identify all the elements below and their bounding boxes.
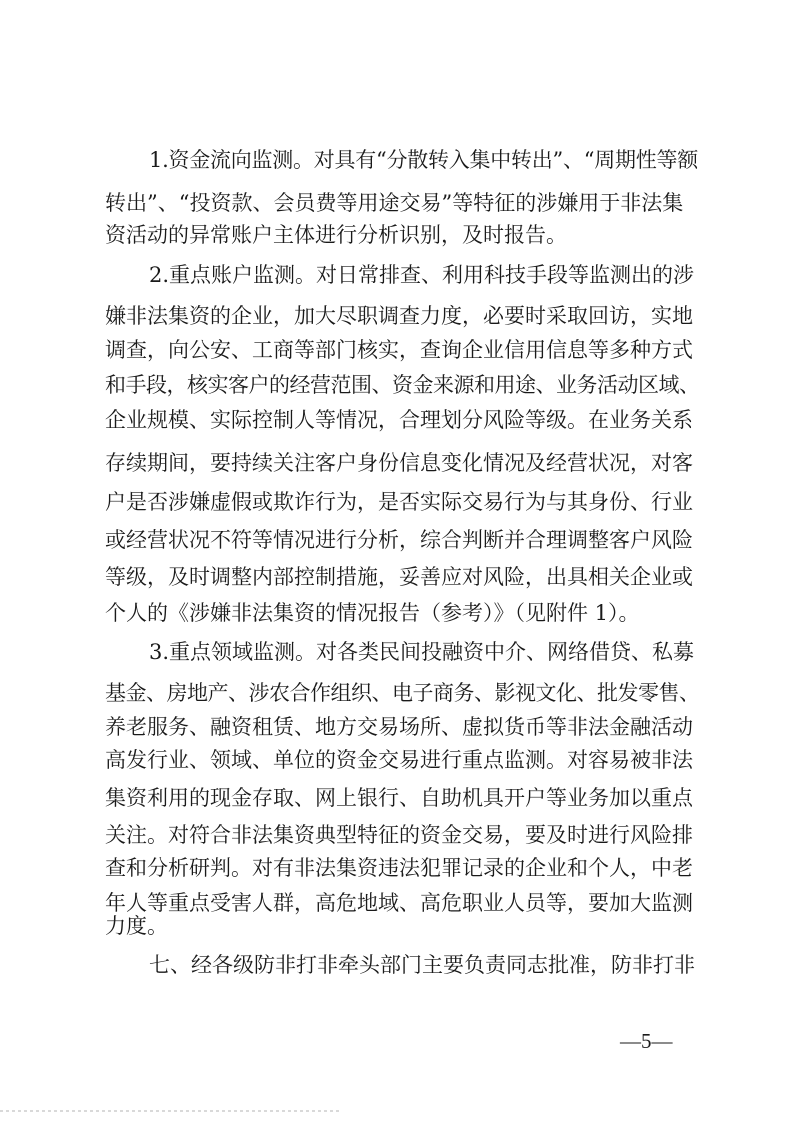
- paragraph-2-line-7: 户是否涉嫌虚假或欺诈行为，是否实际交易行为与其身份、行业: [105, 490, 693, 514]
- paragraph-3-line-9: 力度。: [105, 914, 168, 938]
- paragraph-3-line-5: 集资利用的现金存取、网上银行、自助机具开户等业务加以重点: [105, 786, 693, 810]
- paragraph-2-line-6: 存续期间，要持续关注客户身份信息变化情况及经营状况，对客: [105, 451, 693, 475]
- scan-edge-mark: [0, 1110, 340, 1112]
- paragraph-2-line-1: 2.重点账户监测。对日常排查、利用科技手段等监测出的涉: [149, 263, 695, 287]
- paragraph-2-line-10: 个人的《涉嫌非法集资的情况报告（参考）》（见附件 1）。: [105, 601, 640, 625]
- paragraph-2-line-2: 嫌非法集资的企业，加大尽职调查力度，必要时采取回访，实地: [105, 304, 693, 328]
- paragraph-3-line-7: 查和分析研判。对有非法集资违法犯罪记录的企业和个人，中老: [105, 856, 693, 880]
- paragraph-3-line-1: 3.重点领域监测。对各类民间投融资中介、网络借贷、私募: [149, 640, 695, 664]
- paragraph-3-line-2: 基金、房地产、涉农合作组织、电子商务、影视文化、批发零售、: [105, 681, 700, 705]
- paragraph-2-line-4: 和手段，核实客户的经营范围、资金来源和用途、业务活动区域、: [105, 373, 700, 397]
- paragraph-3-line-3: 养老服务、融资租赁、地方交易场所、虚拟货币等非法金融活动: [105, 715, 693, 739]
- paragraph-3-line-4: 高发行业、领域、单位的资金交易进行重点监测。对容易被非法: [105, 748, 693, 772]
- paragraph-2-line-9: 等级，及时调整内部控制措施，妥善应对风险，出具相关企业或: [105, 565, 693, 589]
- paragraph-2-line-8: 或经营状况不符等情况进行分析，综合判断并合理调整客户风险: [105, 528, 693, 552]
- paragraph-4-line-1: 七、经各级防非打非牵头部门主要负责同志批准，防非打非: [149, 953, 695, 977]
- paragraph-3-line-8: 年人等重点受害人群，高危地域、高危职业人员等，要加大监测: [105, 891, 693, 915]
- paragraph-2-line-3: 调查，向公安、工商等部门核实，查询企业信用信息等多种方式: [105, 338, 693, 362]
- paragraph-1-line-2: 转出”、“投资款、会员费等用途交易”等特征的涉嫌用于非法集: [105, 191, 684, 215]
- paragraph-1-line-1: 1.资金流向监测。对具有“分散转入集中转出”、“周期性等额: [149, 148, 698, 172]
- paragraph-1-line-3: 资活动的异常账户主体进行分析识别，及时报告。: [105, 223, 567, 247]
- page-number: —5—: [620, 1029, 673, 1053]
- paragraph-3-line-6: 关注。对符合非法集资典型特征的资金交易，要及时进行风险排: [105, 823, 693, 847]
- paragraph-2-line-5: 企业规模、实际控制人等情况，合理划分风险等级。在业务关系: [105, 408, 693, 432]
